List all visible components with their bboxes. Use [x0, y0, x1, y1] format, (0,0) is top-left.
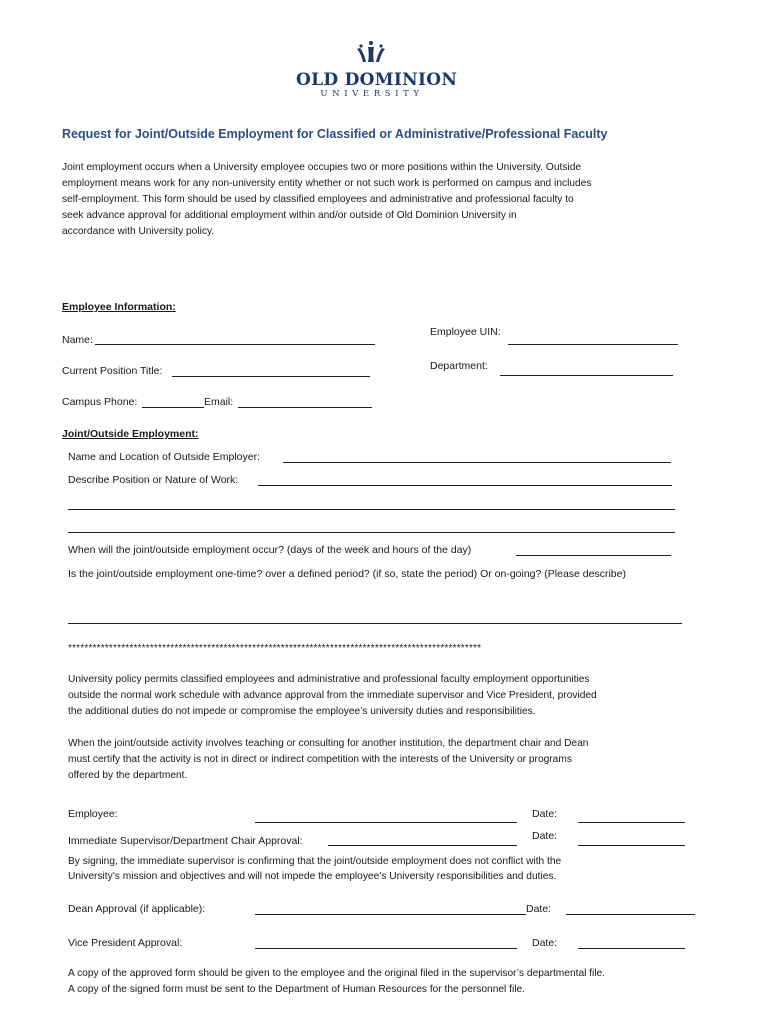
supervisor-approval-label: Immediate Supervisor/Department Chair Approval:	[68, 835, 303, 847]
vp-signature-field[interactable]	[255, 948, 517, 949]
footer-line: A copy of the signed form must be sent to the Department of Human Resources for the personnel file.	[68, 984, 525, 995]
email-field[interactable]	[238, 407, 372, 408]
duration-field[interactable]	[68, 623, 682, 624]
signing-note	[68, 854, 561, 884]
schedule-label: When will the joint/outside employment occur? (days of the week and hours of the day)	[68, 544, 472, 556]
uin-field[interactable]	[508, 344, 678, 345]
campus-phone-label: Campus Phone:	[62, 396, 138, 408]
logo-subtitle: UNIVERSITY	[320, 89, 424, 99]
teaching-paragraph	[68, 736, 680, 784]
dean-date-field[interactable]	[566, 914, 695, 915]
position-title-field[interactable]	[172, 376, 370, 377]
signing-note-line: University’s mission and objectives and will not impede the employee’s University responsibilities and duties.	[68, 871, 557, 882]
intro-line: Joint employment occurs when a University employee occupies two or more positions within the University. Outside	[62, 162, 582, 173]
employee-date-field[interactable]	[578, 822, 685, 823]
teaching-line: When the joint/outside activity involves teaching or consulting for another institution, the department chair and Dean	[68, 738, 589, 749]
department-field[interactable]	[500, 375, 673, 376]
page-title: Request for Joint/Outside Employment for Classified or Administrative/Professional Faculty	[62, 127, 608, 141]
supervisor-date-field[interactable]	[578, 845, 685, 846]
describe-position-field[interactable]	[258, 485, 672, 486]
department-label: Department:	[430, 360, 488, 372]
intro-line: self-employment. This form should be used by classified employees and administrative and professional faculty to	[62, 194, 574, 205]
outside-employer-label: Name and Location of Outside Employer:	[68, 451, 261, 463]
dean-signature-field[interactable]	[255, 914, 526, 915]
vp-approval-label: Vice President Approval:	[68, 937, 183, 949]
uin-label: Employee UIN:	[430, 326, 501, 338]
logo-wordmark: OLD DOMINION	[296, 70, 458, 90]
joint-employment-heading: Joint/Outside Employment:	[62, 428, 199, 440]
describe-position-field-line[interactable]	[68, 509, 675, 510]
intro-line: accordance with University policy.	[62, 226, 215, 237]
teaching-line: must certify that the activity is not in direct or indirect competition with the interests of the University or programs	[68, 754, 572, 765]
footer-notes	[68, 966, 605, 998]
intro-line: seek advance approval for additional employment within and/or outside of Old Dominion University in	[62, 210, 517, 221]
crown-icon	[354, 40, 388, 64]
outside-employer-field[interactable]	[283, 462, 671, 463]
campus-phone-field[interactable]	[142, 407, 204, 408]
separator-asterisks: *****************************************************************************************************	[68, 643, 482, 654]
policy-line: outside the normal work schedule with advance approval from the immediate supervisor and Vice President, provided	[68, 690, 597, 701]
supervisor-signature-field[interactable]	[328, 845, 517, 846]
intro-paragraph	[62, 160, 708, 240]
policy-line: University policy permits classified employees and administrative and professional faculty employment opportunities	[68, 674, 590, 685]
vp-date-label: Date:	[532, 937, 558, 949]
employee-signature-label: Employee:	[68, 808, 118, 820]
describe-position-label: Describe Position or Nature of Work:	[68, 474, 239, 486]
employee-info-heading: Employee Information:	[62, 301, 176, 313]
signing-note-line: By signing, the immediate supervisor is confirming that the joint/outside employment does not conflict with the	[68, 856, 562, 867]
vp-date-field[interactable]	[578, 948, 685, 949]
email-label: Email:	[204, 396, 234, 408]
teaching-line: offered by the department.	[68, 770, 188, 781]
employee-signature-field[interactable]	[255, 822, 517, 823]
supervisor-date-label: Date:	[532, 830, 558, 842]
describe-position-field-line[interactable]	[68, 532, 675, 533]
employee-date-label: Date:	[532, 808, 558, 820]
duration-label: Is the joint/outside employment one-time? over a defined period? (if so, state the period) Or on-going? (Please describe)	[68, 568, 626, 580]
dean-approval-label: Dean Approval (if applicable):	[68, 903, 206, 915]
intro-line: employment means work for any non-university entity whether or not such work is performed on campus and includes	[62, 178, 592, 189]
name-field[interactable]	[95, 344, 375, 345]
schedule-field[interactable]	[516, 555, 671, 556]
dean-date-label: Date:	[526, 903, 552, 915]
name-label: Name:	[62, 334, 93, 346]
policy-paragraph	[68, 672, 680, 720]
footer-line: A copy of the approved form should be given to the employee and the original filed in the supervisor’s departmental file.	[68, 968, 606, 979]
policy-line: the additional duties do not impede or compromise the employee’s university duties and responsibilities.	[68, 706, 536, 717]
position-title-label: Current Position Title:	[62, 365, 163, 377]
